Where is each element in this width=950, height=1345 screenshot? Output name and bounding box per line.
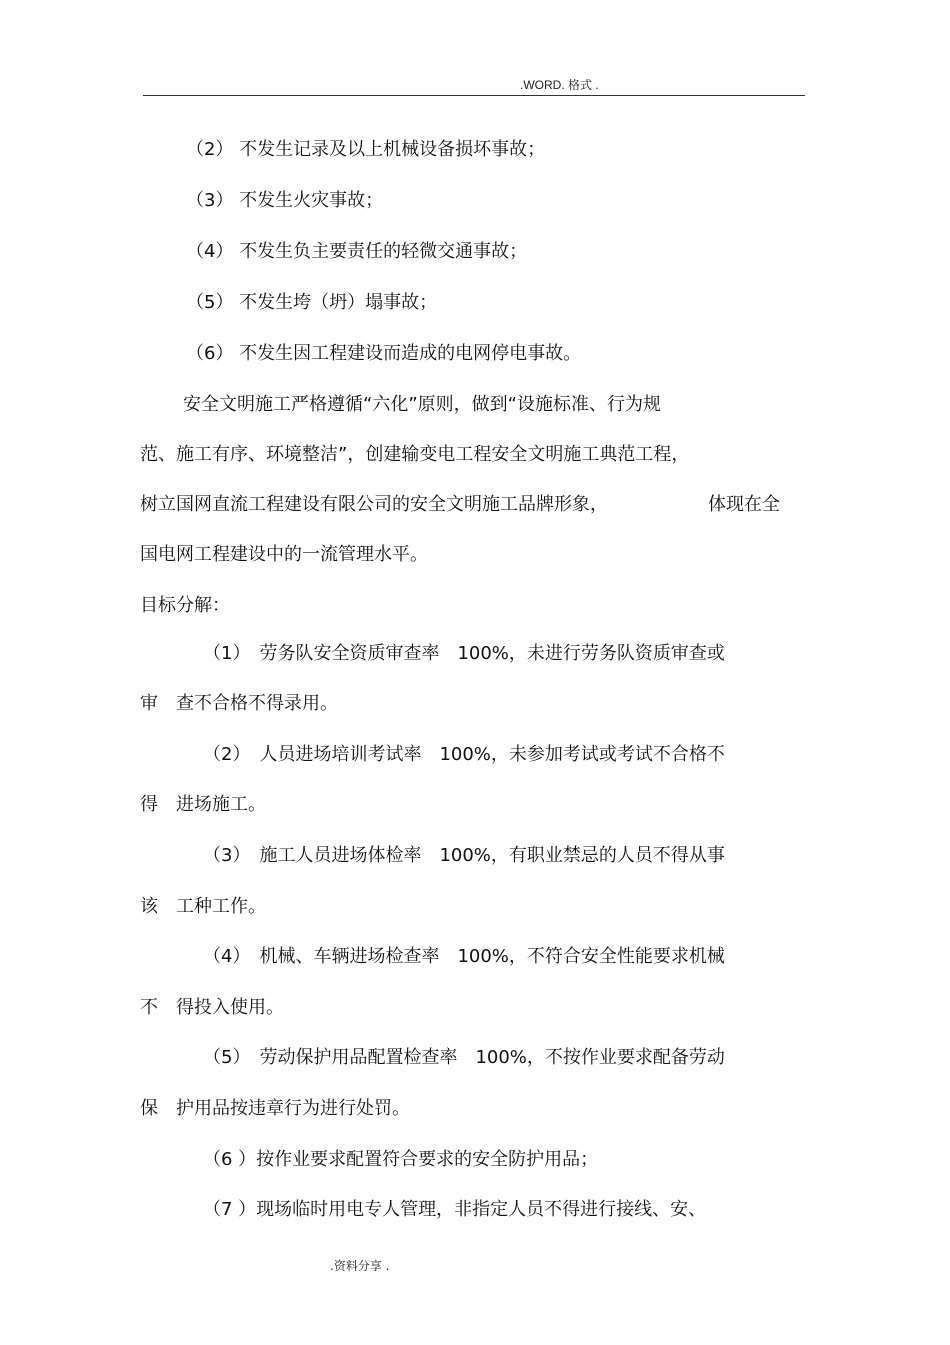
target-item-continuation: 审 查不合格不得录用。: [140, 693, 338, 714]
paragraph-line: 体现在全: [708, 494, 780, 515]
list-item: （6 ）按作业要求配置符合要求的安全防护用品；: [203, 1149, 599, 1170]
list-item: （6） 不发生因工程建设而造成的电网停电事故。: [186, 343, 582, 364]
paragraph-line: 安全文明施工严格遵循“六化”原则，做到“设施标准、行为规: [183, 394, 661, 415]
list-item: （3） 不发生火灾事故；: [186, 190, 384, 211]
paragraph-line: 国电网工程建设中的一流管理水平。: [140, 544, 428, 565]
list-item: （5） 不发生垮（坍）塌事故；: [186, 292, 438, 313]
list-item: （7 ）现场临时用电专人管理，非指定人员不得进行接线、安、: [203, 1199, 707, 1220]
target-item-continuation: 该 工种工作。: [140, 896, 266, 917]
target-item: （4） 机械、车辆进场检查率 100%，不符合安全性能要求机械: [203, 946, 725, 967]
paragraph-line: 树立国网直流工程建设有限公司的安全文明施工品牌形象，: [140, 494, 608, 515]
target-item: （2） 人员进场培训考试率 100%，未参加考试或考试不合格不: [203, 744, 725, 765]
target-item: （3） 施工人员进场体检率 100%，有职业禁忌的人员不得从事: [203, 845, 725, 866]
target-item: （1） 劳务队安全资质审查率 100%，未进行劳务队资质审查或: [203, 643, 725, 664]
page-footer: .资料分享 .: [330, 1259, 390, 1273]
target-item: （5） 劳动保护用品配置检查率 100%，不按作业要求配备劳动: [203, 1047, 725, 1068]
target-item-continuation: 不 得投入使用。: [140, 997, 284, 1018]
target-item-continuation: 保 护用品按违章行为进行处罚。: [140, 1098, 410, 1119]
target-item-continuation: 得 进场施工。: [140, 794, 266, 815]
list-item: （4） 不发生负主要责任的轻微交通事故；: [186, 241, 528, 262]
paragraph-line: 范、施工有序、环境整洁”，创建输变电工程安全文明施工典范工程，: [140, 444, 690, 465]
list-item: （2） 不发生记录及以上机械设备损坏事故；: [186, 139, 546, 160]
section-title: 目标分解：: [140, 595, 230, 616]
header-divider: [143, 95, 805, 96]
page-header: .WORD. 格式 .: [520, 78, 599, 92]
